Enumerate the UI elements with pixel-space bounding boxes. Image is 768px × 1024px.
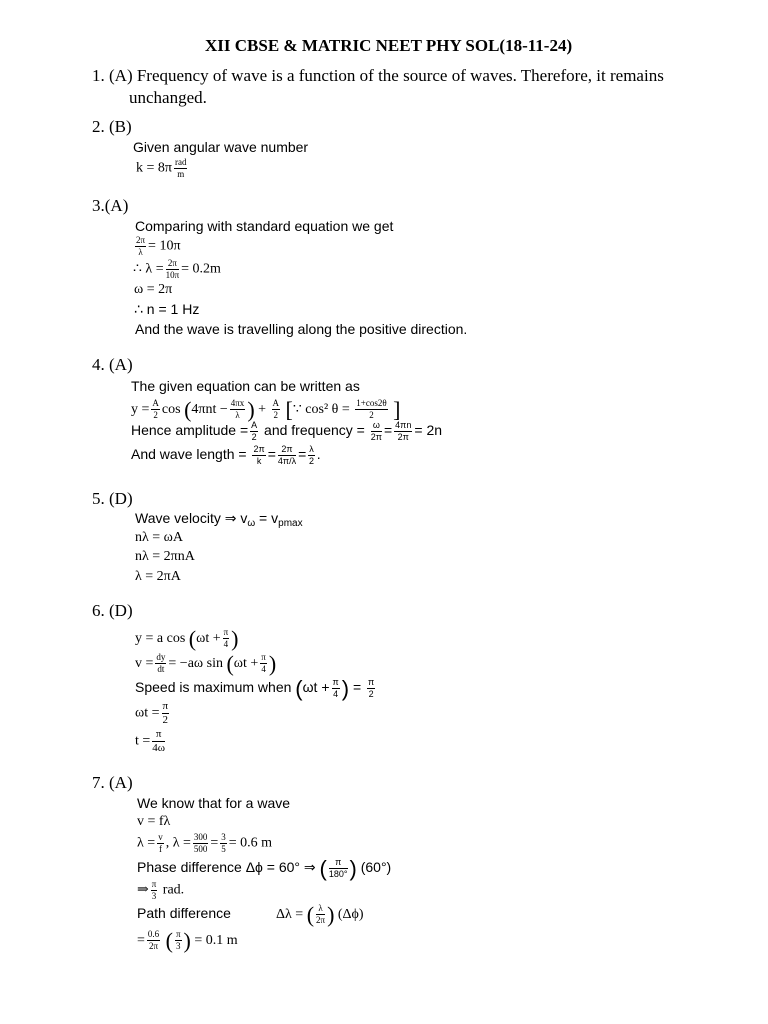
q5-line2: nλ = ωA bbox=[135, 530, 184, 545]
q4-line1: The given equation can be written as bbox=[131, 378, 360, 394]
q2-line1: Given angular wave number bbox=[133, 139, 309, 155]
q6-line2: v = $\frac{dy}{dt}$ = −aω sin (ωt + $\frac{\pi}{4}$ ) bbox=[135, 651, 277, 676]
q7-line6: Path difference bbox=[137, 905, 231, 921]
q6-line4: ωt = $\frac{\pi}{2}$ bbox=[135, 700, 169, 726]
q3-line3: ∴ λ = $\frac{2\pi}{10\pi}$ = 0.2m bbox=[133, 258, 221, 280]
q3-line2: $\frac{2\pi}{\lambda}$ = 10π bbox=[136, 235, 181, 257]
q2-label: 2. (B) bbox=[92, 117, 132, 136]
q6-line5: t = $\frac{\pi}{4\omega}$ bbox=[135, 728, 166, 754]
q6-label: 6. (D) bbox=[92, 601, 133, 620]
q3-line6: And the wave is travelling along the positive direction. bbox=[135, 321, 468, 337]
q4-equation: y = $\frac{A}{2}$ cos (4πnt − $\frac{4\pi x}{\lambda}$ ) + $\frac{A}{2}$ [∵ cos² θ = $\frac{1+\cos 2\theta}{2}$ ] bbox=[131, 397, 401, 422]
q7-line3: λ = $\frac{v}{f}$ , λ = $\frac{300}{500}$ = $\frac{3}{5}$ = 0.6 m bbox=[137, 832, 273, 854]
q7-line5: ⇒ $\frac{\pi}{3}$ rad. bbox=[137, 879, 185, 901]
q3-label: 3.(A) bbox=[92, 196, 129, 215]
q7-path-eq: Δλ = ( $\frac{\lambda}{2\pi}$ ) (Δϕ) bbox=[276, 902, 364, 927]
q5-line1: Wave velocity ⇒ $v_\omega = v_{pmax}$ bbox=[135, 510, 303, 529]
q4-label: 4. (A) bbox=[92, 355, 133, 374]
q6-line1: y = a cos (ωt + $\frac{\pi}{4}$ ) bbox=[135, 626, 239, 651]
q4-amplitude: Hence amplitude = $\frac{A}{2}$ and frequency = $\frac{\omega}{2\pi}$ = $\frac{4\pi n}{2\pi}$ = 2n bbox=[131, 420, 443, 442]
q5-line3: nλ = 2πnA bbox=[135, 549, 195, 564]
q4-wavelength: And wave length = $\frac{2\pi}{k}$ = $\frac{2\pi}{4\pi/\lambda}$ = $\frac{\lambda}{2}$ . bbox=[131, 444, 321, 466]
q1-label: 1. (A) Frequency of wave is a function of the source of waves. Therefore, it remains bbox=[92, 66, 664, 85]
q3-line4: ω = 2π bbox=[134, 282, 173, 297]
q7-label: 7. (A) bbox=[92, 773, 133, 792]
page-title: XII CBSE & MATRIC NEET PHY SOL(18-11-24) bbox=[205, 36, 573, 55]
q7-line7: = $\frac{0.6}{2\pi}$ ( $\frac{\pi}{3}$ ) = 0.1 m bbox=[137, 928, 238, 953]
q7-line1: We know that for a wave bbox=[137, 795, 291, 811]
q3-line5: ∴ n = 1 Hz bbox=[134, 301, 200, 317]
q1-continuation: unchanged. bbox=[129, 88, 207, 107]
q5-line4: λ = 2πA bbox=[135, 569, 181, 584]
q2-equation: k = 8π $\frac{\text{rad}}{m}$ bbox=[136, 157, 187, 179]
q5-label: 5. (D) bbox=[92, 489, 133, 508]
q3-line1: Comparing with standard equation we get bbox=[135, 218, 394, 234]
q7-line2: v = fλ bbox=[137, 814, 171, 829]
q7-line4: Phase difference Δϕ = 60° ⇒ ( $\frac{\pi}{180^\circ}$ ) (60°) bbox=[137, 856, 392, 881]
q6-line3: Speed is maximum when (ωt + $\frac{\pi}{4}$ ) = $\frac{\pi}{2}$ bbox=[135, 676, 375, 701]
